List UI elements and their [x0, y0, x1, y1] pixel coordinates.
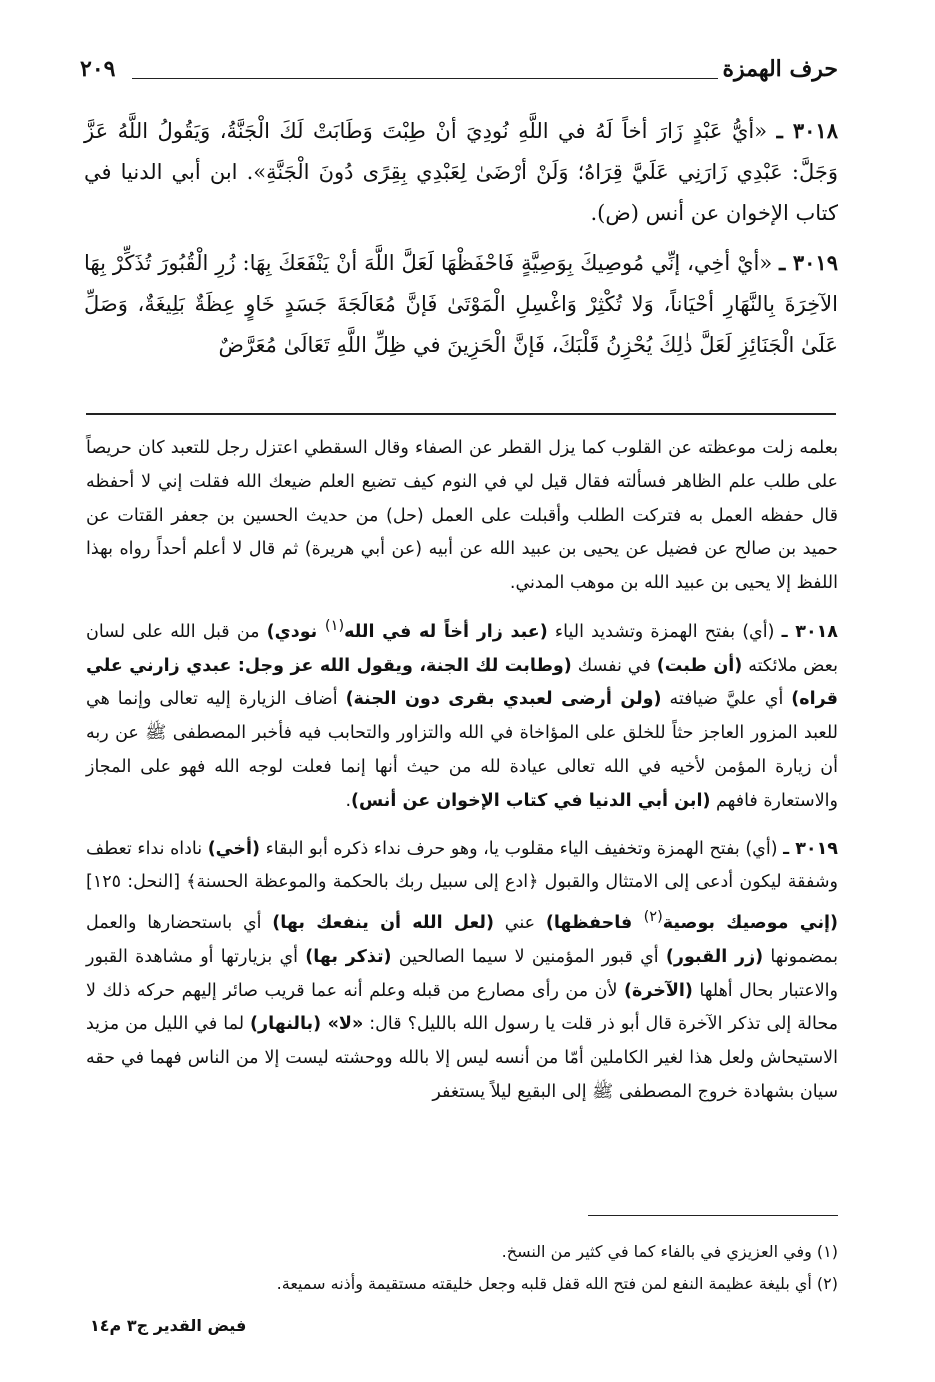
- commentary-quote: «لا» (بالنهار): [250, 1014, 364, 1035]
- commentary-text: (أي) بفتح الهمزة وتشديد الياء: [547, 621, 775, 642]
- commentary-quote: (إني موصيك بوصية: [662, 913, 839, 934]
- commentary-text: أي عليَّ ضيافته: [661, 689, 792, 710]
- commentary-quote: (وطابت لك الجنة، ويقول الله عز وجل: عبدي زارني علي قراه): [86, 655, 838, 710]
- hadith-text: «أيْ أخِي، إنِّي مُوصِيكَ بِوَصِيَّةٍ فَاحْفَظْهَا لَعَلَّ اللَّهَ أنْ يَنْفَعَكَ بِهَا: زُرِ الْقُبُورَ تُذَكِّرْ بِهَا الآخِرَةَ بِالنَّهَارِ أحْيَاناً، وَلا تُكْثِرْ وَاغْسِلِ الْمَوْتَىٰ فَإنَّ مُعَالَجَةَ جَسَدٍ خَاوٍ عِظَةٌ بَلِيغَةٌ، وَصَلِّ عَلَىٰ الْجَنَائِزِ لَعَلَّ ذٰلِكَ يُحْزِنُ قَلْبَكَ، فَإنَّ الْحَزِينَ في ظِلِّ اللَّهِ تَعَالَىٰ مُعَرَّضٌ: [84, 251, 838, 357]
- commentary-quote: (الآخرة): [624, 980, 693, 1001]
- commentary-quote: نودي): [266, 621, 325, 642]
- footnote-divider: [588, 1215, 838, 1216]
- hadith-number: ٣٠١٨ ـ: [776, 118, 838, 143]
- commentary-text: لما في الليل من مزيد الاستيحاش ولعل هذا لغير الكاملين أمّا من أنسه ليس إلا بالله ووحشته ليست إلا من الناس فهما في حقه سيان بشهادة خروج المصطفى ﷺ إلى البقيع ليلاً يستغفر: [86, 1014, 838, 1102]
- commentary-quote: (ولن أرضى لعبدي بقرى دون الجنة): [345, 689, 662, 710]
- page-header: [80, 52, 838, 92]
- hadith-text: «أيُّ عَبْدٍ زَارَ أخاً لَهُ في اللَّهِ نُودِيَ أنْ طِبْتَ وَطَابَتْ لَكَ الْجَنَّةُ، وَيَقُولُ اللَّهُ عَزَّ وَجَلَّ: عَبْدِي زَارَنِي عَلَيَّ قِرَاهُ؛ وَلَنْ أرْضَىٰ لِعَبْدِي بِقِرًى دُونَ الْجَنَّةِ». ابن أبي الدنيا في كتاب الإخوان عن أنس (ض).: [84, 119, 838, 225]
- commentary-block: [86, 432, 838, 1118]
- commentary-text: أي قبور المؤمنين لا سيما الصالحين: [391, 946, 666, 967]
- footnotes: [86, 1236, 838, 1300]
- commentary-text: ناداه نداء تعطف وشفقة ليكون أدعى إلى الامتثال والقبول ﴿ادع إلى سبيل ربك بالحكمة والموعظة الحسنة﴾ [النحل: ١٢٥]: [86, 838, 838, 893]
- header-rule: [132, 78, 718, 79]
- commentary-text: في نفسك: [571, 655, 657, 676]
- footnote-marker: (١): [324, 616, 345, 634]
- commentary-text: من قبل الله على لسان بعض ملائكته: [86, 621, 838, 676]
- footnote-marker: (٢): [643, 908, 663, 926]
- commentary-3019: [86, 833, 838, 1110]
- commentary-quote: (لعل الله أن ينفعك بها): [272, 913, 494, 934]
- hadith-3018: [84, 110, 838, 234]
- footnote-1: (١) وفي العزيزي في بالفاء كما في كثير من النسخ.: [501, 1242, 838, 1261]
- commentary-quote: فاحفظها): [545, 913, 644, 934]
- text-commentary-divider: [86, 413, 836, 415]
- page-number: ٢٠٩: [80, 56, 116, 82]
- commentary-quote: (ابن أبي الدنيا في كتاب الإخوان عن أنس): [351, 790, 711, 811]
- commentary-number: ٣٠١٨ ـ: [781, 621, 838, 642]
- commentary-text: أضاف الزيارة إليه تعالى وإنما هي للعبد المزور العاجز حثاً للخلق على المؤاخاة في الله والتزاور والتحابب فيه فأخبر المصطفى ﷺ عن ربه أن زيارة المؤمن لأخيه في الله تعالى عيادة لله من حيث أنها إنما فعلت لوجه الله فهو على المجاز والاستعارة فافهم: [86, 689, 838, 811]
- commentary-3018: [86, 609, 838, 819]
- commentary-text: عني: [494, 913, 546, 934]
- commentary-quote: (زر القبور): [665, 946, 764, 967]
- commentary-quote: (أن طبت): [656, 655, 743, 676]
- commentary-intro: بعلمه زلت موعظته عن القلوب كما يزل القطر عن الصفاء وقال السقطي اعتزل رجل للتعبد كان حريصاً على طلب علم الظاهر فسألته فقال قيل لي في النوم كيف تضيع العلم ضيعك الله فقلت إني لا أحفظه قال حفظه العمل به فتركت الطلب وأقبلت على العمل (حل) من حديث الحسين بن جعفر القتات عن حميد بن صالح عن فضيل عن يحيى بن عبيد الله عن أبيه (عن أبي هريرة) ثم قال لا أعلم أحداً رواه بهذا اللفظ إلا يحيى بن عبيد الله بن موهب المدني.: [86, 438, 838, 594]
- hadith-text-block: [84, 110, 838, 374]
- commentary-quote: (تذكر بها): [305, 946, 392, 967]
- commentary-quote: (عبد زار أخاً له في الله: [344, 621, 548, 642]
- commentary-quote: (أخي): [207, 838, 260, 859]
- hadith-3019: [84, 242, 838, 366]
- running-title: حرف الهمزة: [722, 56, 838, 82]
- commentary-text: أي بزيارتها أو مشاهدة القبور والاعتبار بحال أهلها: [86, 946, 838, 1001]
- hadith-number: ٣٠١٩ ـ: [779, 250, 838, 275]
- commentary-text: (أي) بفتح الهمزة وتخفيف الياء مقلوب يا، وهو حرف نداء ذكره أبو البقاء: [260, 838, 778, 859]
- commentary-text: .: [345, 790, 352, 811]
- footnote-2: (٢) أي بليغة عظيمة النفع لمن فتح الله قفل قلبه وجعل خليقته مستقيمة وأذنه سميعة.: [276, 1274, 838, 1293]
- volume-signature: فيض القدير ج٣ م١٤: [90, 1316, 247, 1335]
- commentary-number: ٣٠١٩ ـ: [783, 838, 838, 859]
- commentary-text: أي باستحضارها والعمل بمضمونها: [86, 913, 838, 967]
- commentary-text: لأن من رأى مصارع من قبله وعلم أنه عما قريب صائر إليهم حركه ذلك لا محالة إلى تذكر الآخرة قال أبو ذر قلت يا رسول الله بالليل؟ قال:: [86, 980, 838, 1035]
